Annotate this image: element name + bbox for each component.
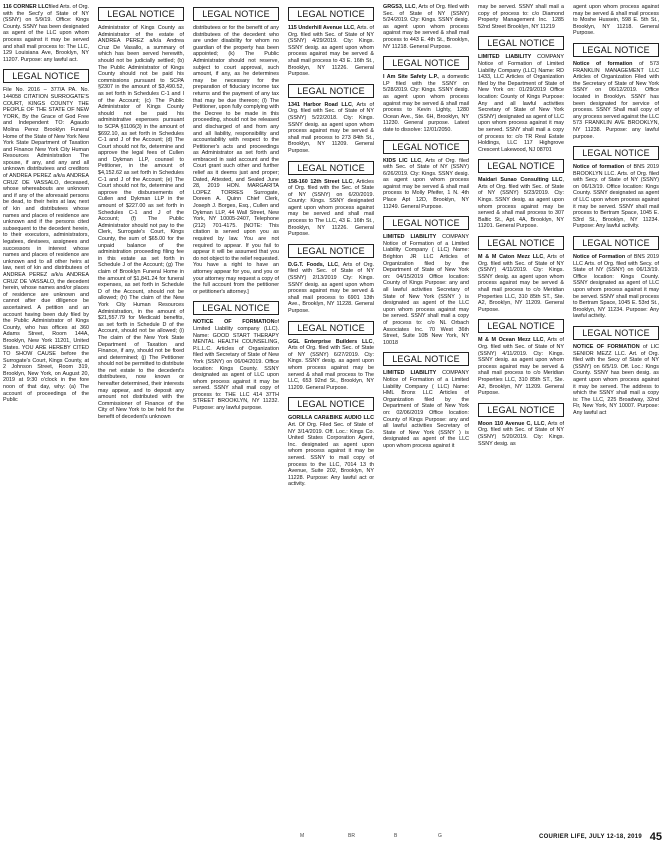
legal-notice bbox=[478, 236, 564, 313]
legal-notice-header: LEGAL NOTICE bbox=[573, 43, 659, 57]
legal-notice bbox=[383, 56, 469, 133]
notice-text: , Arts of Org. filed with Sec. of State of NY (SSNY) 2/13/2019 Cty: Kings. SSNY desig. as agent upon whom process against may be served & shall mail process to 6901 13th Ave., Brooklyn, NY 11228. General Purpose. bbox=[288, 261, 374, 314]
legal-notice-header: LEGAL NOTICE bbox=[3, 69, 89, 83]
legal-notice bbox=[478, 4, 564, 30]
notice-column bbox=[288, 4, 374, 812]
notice-text: , Arts of Org. filed with Sec. of State of NY (SSNY) 6/27/2019. Cty: Kings. SSNY desig. as agent upon whom process against may be served & shall mail process to The LLC, 653 92nd St., Brooklyn, NY 11209. General Purpose. bbox=[288, 338, 374, 391]
legal-notice-header: LEGAL NOTICE bbox=[478, 319, 564, 333]
legal-notice bbox=[3, 4, 89, 63]
notice-body bbox=[383, 74, 469, 133]
notice-text: , a domestic LP filed with the SSNY on 5/28/2019. Cty: Kings. SSNY desig. as agent upon whom process against may be served & shall mail process to Kevin Lighty, 1280 Ocean Ave., Ste. 6H, Brooklyn, NY 11230. General purpose. Latest date to dissolve: 12/01/2050. bbox=[383, 74, 469, 133]
legal-notice bbox=[573, 326, 659, 417]
notice-column bbox=[98, 4, 184, 812]
notice-body bbox=[288, 339, 374, 392]
notice-body bbox=[98, 25, 184, 421]
notice-text: of LIC SENIOR MEZZ LLC. Art. of Org. filed with the Secy of State of NY (SSNY) on 6/5/19. Off. Loc.: Kings County. SSNY has been desig. as agent upon whom process against it may be served. The address to which the SSNY shall mail a copy is: The LLC, 225 Broadway, 32nd Flr, New York, NY 10007. Purpose: Any lawful act bbox=[573, 343, 659, 416]
legal-notice-header: LEGAL NOTICE bbox=[383, 352, 469, 366]
notice-text: of 573 FRANKLIN MANAGEMENT LLC Articles of Organization Filed with the Secretary of State of New York SSNY on 06/12/2019. Office located in Brooklyn. SSNY has been designated for service of process. SSNY Shall mail copy of any process served against the LLC 573 FRANKLIN AVE BROOKLYN, NY 11238. Purpose: any lawful purpose. bbox=[573, 60, 659, 140]
notice-text: , Arts of Org. filed with Sec. of State of NY (SSNY) 4/11/2019. Cty: Kings. SSNY desig. as agent upon whom process against may be served & shall mail process to c/o Meridian Properties LLC, 310 85th ST., Ste. A2, Brooklyn, NY 11209. General Purpose. bbox=[478, 337, 564, 397]
notice-body bbox=[3, 87, 89, 404]
notice-entity-name: Maidari Sunao Consulting LLC bbox=[478, 177, 563, 184]
legal-notice-header: LEGAL NOTICE bbox=[193, 7, 279, 21]
notice-entity-name: 116 CORNER LLC bbox=[3, 4, 49, 10]
legal-notice-header: LEGAL NOTICE bbox=[573, 326, 659, 340]
notice-body bbox=[288, 25, 374, 78]
notice-entity-name: NOTICE OF FORMATION bbox=[193, 319, 275, 326]
notice-text: , Arts. of Org. filed with Sec. of State of NY (SSNY) 4/29/2019. Cty: Kings. SSNY desig. as agent upon whom process against may be served & shall mail process to 43 E. 16th St., Brooklyn, NY 11226. General Purpose. bbox=[288, 25, 374, 78]
notice-text: Administrator of Kings County as Administrator of the estate of ANDREA PEREZ a/k/a Andrea Cruz De Vasallo, a summary of which has been served herewith, should not be judicially settled; (b) The Public Administrator of Kings County should not be paid his commissions pursuant to SCPA §2307 in the amount of $3,490.52, as set forth in Schedules C-1 and I of the Account; (c) The Public Administrator of Kings County should not be paid his administrative expenses pursuant to SCPA §1106(3) in the amount of $692.10, as set forth in Schedules C-1 and J of the Account; (d) The Court should not fix, determine and approve the legal fees of Cullen and Dykman LLP, counsel to Petitioner, in the amount of $4,152.62 as set forth in Schedules C-1 and J of the Account; (e) The Court should not fix, determine and approve the disbursements of Cullen and Dykman LLP in the amount of $227.00 as set forth in Schedules C-1 and J of the Account; (f) The Public Administrator should not pay to the Clerk, Surrogate's Court, Kings County, the sum of $65.00 for the unpaid balance of the administration proceeding filing fee in this estate as set forth in Schedule J of the Account; (g) The claim of Brooklyn Funeral Home in the amount of $1,841.24 for funeral expenses, as set forth in Schedule D of the Account, should not be allowed; (h) The claim of the New York City Human Resources Administration, in the amount of $21,557.79 for Medicaid benefits, as set forth in Schedule D of the Account, should not be allowed; (i) The claim of the New York State Department of Taxation and Finance, if any, should not be fixed and determined; (j) The Petitioner should not be permitted to distribute the net estate to the decedent's distributees, now known or hereafter determined, their interests may appear, and to deposit any amount not distributed with the Commissioner of Finance of the City of New York to be held for the benefit of decedent's unknown bbox=[98, 25, 184, 421]
notice-body bbox=[573, 344, 659, 417]
notice-entity-name: GORILLA CAR&BIKE AUDIO LLC bbox=[288, 415, 374, 422]
notice-body bbox=[573, 61, 659, 140]
notice-text: COMPANY Notice of Formation of a Limited Liability Company ( LLC) Name: HML Bronx LLC Articles of Organization filed by the Department of State of New York on: 02/06/2019 Office location: County of Kings Purpose: any and all lawful activities Secretary of State of New York (SSNY ) is designated as agent of the LLC upon whom process against it bbox=[383, 370, 469, 449]
legal-notice-header: LEGAL NOTICE bbox=[478, 236, 564, 250]
notice-body bbox=[383, 4, 469, 50]
notice-text: of BNS 2019 LLC Arts. of Org. filed with Secy. of State of NY (SSNY) on 06/13/19. Office location: Kings County. SSNY designated as agent of LLC upon whom process against it may be served. SSNY shall mail process to Bertram Space, 1045 E. 53rd St., Brooklyn, NY 11234. Purpose: Any lawful activity. bbox=[573, 254, 659, 320]
legal-notice bbox=[288, 244, 374, 315]
notice-entity-name: GGL Enterprise Builders LLC bbox=[288, 338, 373, 345]
legal-notice-header: LEGAL NOTICE bbox=[573, 146, 659, 160]
notice-entity-name: D.G.T. Foods, LLC bbox=[288, 261, 339, 268]
legal-notice-header: LEGAL NOTICE bbox=[383, 140, 469, 154]
legal-notice-header: LEGAL NOTICE bbox=[288, 84, 374, 98]
legal-notice bbox=[193, 7, 279, 295]
notice-entity-name: NOTICE OF FORMATION bbox=[573, 343, 640, 350]
notice-body bbox=[478, 177, 564, 230]
notice-entity-name: Moon 110 Avenue C, LLC bbox=[478, 420, 545, 427]
notice-text: may be served. SSNY shall mail a copy of process to: c/o Diamond Property Management Inc. 1285 52nd Street Brooklyn, NY 11219 bbox=[478, 4, 564, 30]
notice-entity-name: 1341 Harbor Road LLC bbox=[288, 101, 352, 108]
notice-column bbox=[3, 4, 89, 812]
notice-body bbox=[383, 158, 469, 211]
notice-body bbox=[478, 337, 564, 396]
legal-notice bbox=[478, 159, 564, 230]
legal-notice bbox=[288, 397, 374, 488]
legal-notice-header: LEGAL NOTICE bbox=[478, 159, 564, 173]
notice-entity-name: LIMITED LIABILITY bbox=[383, 370, 437, 377]
notice-body bbox=[193, 319, 279, 411]
legal-notice-header: LEGAL NOTICE bbox=[288, 161, 374, 175]
legal-notice-header: LEGAL NOTICE bbox=[288, 397, 374, 411]
notice-body bbox=[193, 25, 279, 295]
notice-text: , Arts of Org. filed with Sec. of State of NY (SSNY) 5/23/2019. Cty: Kings. SSNY desig. as agent upon whom process against may be served & shall mail process to 307 Baltic St., Apt. 4A, Brooklyn, NY 11201. General Purpose. bbox=[478, 177, 564, 230]
notice-text: filed Arts. of Org. with the Sect'y of State of NY (SSNY) on 5/9/19. Office: Kings County. SSNY has been designated as agent of the LLC upon whom process against it may be served and shall mail process to: The LLC, 129 Louisiana Ave, Brooklyn, NY 11207. Purpose: any lawful act. bbox=[3, 4, 89, 63]
page-footer bbox=[0, 824, 666, 846]
registration-mark: M bbox=[300, 833, 305, 839]
notice-body bbox=[288, 102, 374, 155]
notice-body bbox=[478, 421, 564, 447]
legal-notice bbox=[383, 216, 469, 346]
notice-text: , Arts of Org. filed with Sec. of State of NY (SSNY) 4/11/2019. Cty: Kings. SSNY desig. as agent upon whom process against may be served & shall mail process to c/o Meridian Properties LLC, 310 85th ST., Ste. A2, Brooklyn, NY 11209. General Purpose. bbox=[478, 254, 564, 313]
notice-body bbox=[383, 370, 469, 449]
registration-mark: G bbox=[438, 833, 442, 839]
notice-entity-name: 158-160 12th Street LLC bbox=[288, 178, 353, 185]
notice-entity-name: LIMITED LIABILITY bbox=[383, 234, 437, 241]
notice-entity-name: LIMITED LIABILITY bbox=[478, 54, 532, 61]
legal-notice-header: LEGAL NOTICE bbox=[193, 301, 279, 315]
notice-entity-name: 115 Underhill Avenue LLC bbox=[288, 25, 355, 31]
legal-notice-header: LEGAL NOTICE bbox=[383, 56, 469, 70]
legal-notice bbox=[98, 7, 184, 421]
legal-notice bbox=[478, 319, 564, 396]
registration-mark: B bbox=[394, 833, 398, 839]
notice-text: , Arts of Org. filed with Sec. of State of NY (SSNY) 5/20/2019. Cty: Kings. SSNY desig. as bbox=[478, 420, 564, 447]
notice-entity-name: Notice of formation bbox=[573, 60, 633, 67]
legal-notice bbox=[3, 69, 89, 404]
legal-notice bbox=[288, 161, 374, 238]
notice-body bbox=[288, 262, 374, 315]
notice-text: , Arts of Org. filed with Sec. of State of NY (SSNY) 5/24/2019. Cty: Kings. SSNY desig. as agent upon whom process against may be served & shall mail process to 443 E. 4th St., Brooklyn, NY 11218. General Purpose. bbox=[383, 4, 469, 50]
notice-text: File No. 2016 – 377/A PA. No. 144058 CITATION SURROGATE'S COURT, KINGS COUNTY THE PEOPLE OF THE STATE OF NEW YORK, By the Grace of God Free and Independent TO: Agaudo Molina Perez Brooklyn Funeral Home of the State of New York New York State Department of Taxation and Finance New York City Human Resources Administration The spouse, if any, and any and all unknown distributees and creditors of ANDREA PEREZ a/k/a ANDREA CRUZ DE VASSALO, deceased, whose whereabouts are unknown and if any of the aforesaid persons be dead, to their heirs at law, next of kin and distributees whose names and places of residence are unknown and if the persons cited subsequent to the decedent herein, to their executors, administrators, legatees, devisees, assignees and successors in interest whose names and places of residence are unknown and to all other heirs at law, next of kin and distributees of ANDREA PEREZ a/k/a ANDREA CRUZ DE VASSALO, the decedent herein, whose names and/or places of residence are unknown and cannot after due diligence be ascertained. A petition and an account having been duly filed by the Public Administrator of Kings County, who has offices at 360 Adams Street, Room 144A, Brooklyn, New York 11201, United States. YOU ARE HEREBY CITED TO SHOW CAUSE before the Surrogate's Court, Kings County, at 2 Johnson Street, Room 319, Brooklyn, New York, on August 20, 2019 at 9:30 o'clock in the fore noon of that day, why: (a) The account of proceedings of the Public bbox=[3, 87, 89, 404]
notice-body bbox=[478, 4, 564, 30]
legal-notice bbox=[478, 403, 564, 447]
notice-entity-name: Notice of Formation bbox=[573, 254, 626, 261]
legal-notice-header: LEGAL NOTICE bbox=[478, 36, 564, 50]
legal-notice bbox=[193, 301, 279, 411]
legal-notice bbox=[478, 36, 564, 153]
notice-entity-name: GRGS3, LLC bbox=[383, 4, 416, 10]
notice-body bbox=[478, 54, 564, 153]
legal-notice bbox=[383, 352, 469, 449]
publication-folio: COURIER LIFE, JULY 12-18, 2019 bbox=[538, 834, 642, 840]
notice-entity-name: Notice of formation bbox=[573, 164, 625, 171]
notice-entity-name: M & M Ocean Mezz LLC bbox=[478, 337, 544, 344]
notice-entity-name: M & M Caton Mezz LLC bbox=[478, 254, 544, 261]
legal-notice-header: LEGAL NOTICE bbox=[573, 236, 659, 250]
notice-text: of BNS 2019 BROOKLYN LLC. Arts. of Org. filed with Secy. of State of NY (SSNY) on 06/13/19. Office location: Kings County. SSNY designated as agent of LLC upon whom process against it may be served. SSNY shall mail process to Bertram Space, 1045 E. 53rd St., Brooklyn, NY 11234. Purpose: Any lawful activity. bbox=[573, 164, 659, 230]
notice-text: , Articles of Org. filed with the Sec. of State of NY (SSNY) on 6/20/2019. County: Kings. SSNY designated agent upon whom process against may be served and shall mail process to The LLC, 43 E. 16th St., Brooklyn, NY 11226. General Purpose. bbox=[288, 178, 374, 238]
legal-notice bbox=[288, 84, 374, 155]
notice-column bbox=[383, 4, 469, 812]
notice-body bbox=[478, 254, 564, 313]
legal-notice-header: LEGAL NOTICE bbox=[98, 7, 184, 21]
notice-column bbox=[193, 4, 279, 812]
notice-body bbox=[383, 234, 469, 346]
notice-body bbox=[573, 164, 659, 230]
notice-text: , Arts of Org. filed with Sec. of State of NY (SSNY) 5/22/2018. Cty: Kings. SSNY desig. as agent upon whom process against may be served & shall mail process to 273 84th St., Brooklyn, NY 11209. General Purpose. bbox=[288, 101, 374, 154]
notice-text: distributees or for the benefit of any distributees of the decedent who are under disability for whom no guardian of the property has been appointed; (k) The Public Administrator should not reserve, subject to court approval, such amount, if any, as he determines may be necessary for the preparation of fiduciary income tax returns and the payment of any tax that may be due thereon; (l) The Petitioner, upon fully complying with the Decree to be made in this proceeding, should not be released and discharged of and from any and all liability, responsibility and accountability with respect to the Petitioner's acts and proceedings as Administrator as set forth and embraced in said account and the Court grant such other and further relief as it deems just and proper; Dated, Attested, and Sealed June 28, 2019 HON. MARGARITA LOPEZ TORRES Surrogate, Doreen A. Quinn Chief Clerk, Joseph J. Borges, Esq., Cullen and Dykman LLP, 44 Wall Street, New York, NY 10005-2407, Telephone (212) 701-4175. [NOTE: This citation is served upon you as required by law. You are not required to appear. If you fail to appear it will be assumed that you do not object to the relief requested. You have a right to have an attorney appear for you, and you or your attorney may request a copy of the full account from the petitioner or petitioner's attorney.] bbox=[193, 25, 279, 295]
registration-mark: BR bbox=[348, 833, 355, 839]
legal-notice bbox=[573, 146, 659, 230]
notice-body bbox=[288, 179, 374, 238]
notice-text: Art. Of Org. Filed Sec. of State of NY 3/14/2019. Off. Loc.: Kings Co. United States Corporation Agent, Inc. designated as agent upon whom process against it may be served. SSNY to mail copy of process to the LLC, 7014 13 th Avenue, Suite 202, Brooklyn, NY 11228. Purpose: Any lawful act or activity. bbox=[288, 421, 374, 488]
notice-column bbox=[573, 4, 659, 812]
legal-notice-header: LEGAL NOTICE bbox=[288, 7, 374, 21]
legal-notice-header: LEGAL NOTICE bbox=[478, 403, 564, 417]
legal-notice-header: LEGAL NOTICE bbox=[288, 244, 374, 258]
legal-notice bbox=[573, 43, 659, 140]
notice-column bbox=[478, 4, 564, 812]
notice-body bbox=[3, 4, 89, 63]
legal-notice bbox=[383, 4, 469, 50]
notice-text: of Limited Liability company (LLC). Name: GOOD START THERAPY MENTAL HEALTH COUNSELING, P.L.L.C. Articles of Organization filed with Secretary of State of New York (SSNY) on 06/04/2019. Office location: Kings County. SSNY designated as agent of LLC upon whom process against it may be served. SSNY shall mail copy of process to: THE LLC 414 37TH STREET BROOKLYN, NY 11232. Purpose: any lawful purpose. bbox=[193, 319, 279, 412]
notice-text: agent upon whom process against may be served & shall mail process to Moshe Hussein, 598 E. 5th St., Brooklyn, NY 11218. General Purpose. bbox=[573, 4, 659, 37]
notice-body bbox=[573, 254, 659, 320]
page-number: 45 bbox=[649, 831, 662, 843]
legal-notice bbox=[383, 140, 469, 211]
legal-notice bbox=[288, 7, 374, 78]
legal-notice bbox=[288, 321, 374, 392]
legal-notice-header: LEGAL NOTICE bbox=[288, 321, 374, 335]
notice-text: COMPANY Notice of Formation of Limited Liability Company (LLC) Name: RD 1433, LLC Articles of Organization filed by the Department of State of New York on: 01/29/2019 Office location: County of Kings Purpose: Any and all lawful activities Secretary of State of New York (SSNY) designated as agent of LLC upon whom process against it may be served. SSNY shall mail a copy of process to: c/o TR Real Estate Holdings, LLC 117 Highgrove Crescent Lakewood, NJ 08701 bbox=[478, 54, 564, 153]
notice-entity-name: I Am Site Safety L.P. bbox=[383, 74, 439, 81]
notice-text: , Arts of Org. filed with Sec. of State of NY (SSNY) 6/26/2019. Cty: Kings. SSNY desig. as agent upon whom process against may be served & shall mail process to Molly Pfeifer, 1 N. 4th Place Apt 12D, Brooklyn, NY 11249. General Purpose. bbox=[383, 157, 469, 210]
notice-text: COMPANY Notice of Formation of a Limited Liability Company ( LLC) Name: Brighton JR LLC Articles of Organization filed by the Department of State of New York on: 04/15/2019 Office location: County of Kings Purpose: any and all lawful activities Secretary of State of New York (SSNY ) is designated as agent of the LLC upon whom process against may be served. SSNY shall mail a copy of process to: c/o NL Orbach Associates Inc. 70 West 36th Street, Suite 10B New York, NY 10018 bbox=[383, 234, 469, 346]
notice-body bbox=[288, 415, 374, 488]
notice-body bbox=[573, 4, 659, 37]
legal-notice-header: LEGAL NOTICE bbox=[383, 216, 469, 230]
notice-entity-name: KIDS LIC LLC bbox=[383, 157, 422, 164]
legal-notice bbox=[573, 236, 659, 320]
legal-notice bbox=[573, 4, 659, 37]
